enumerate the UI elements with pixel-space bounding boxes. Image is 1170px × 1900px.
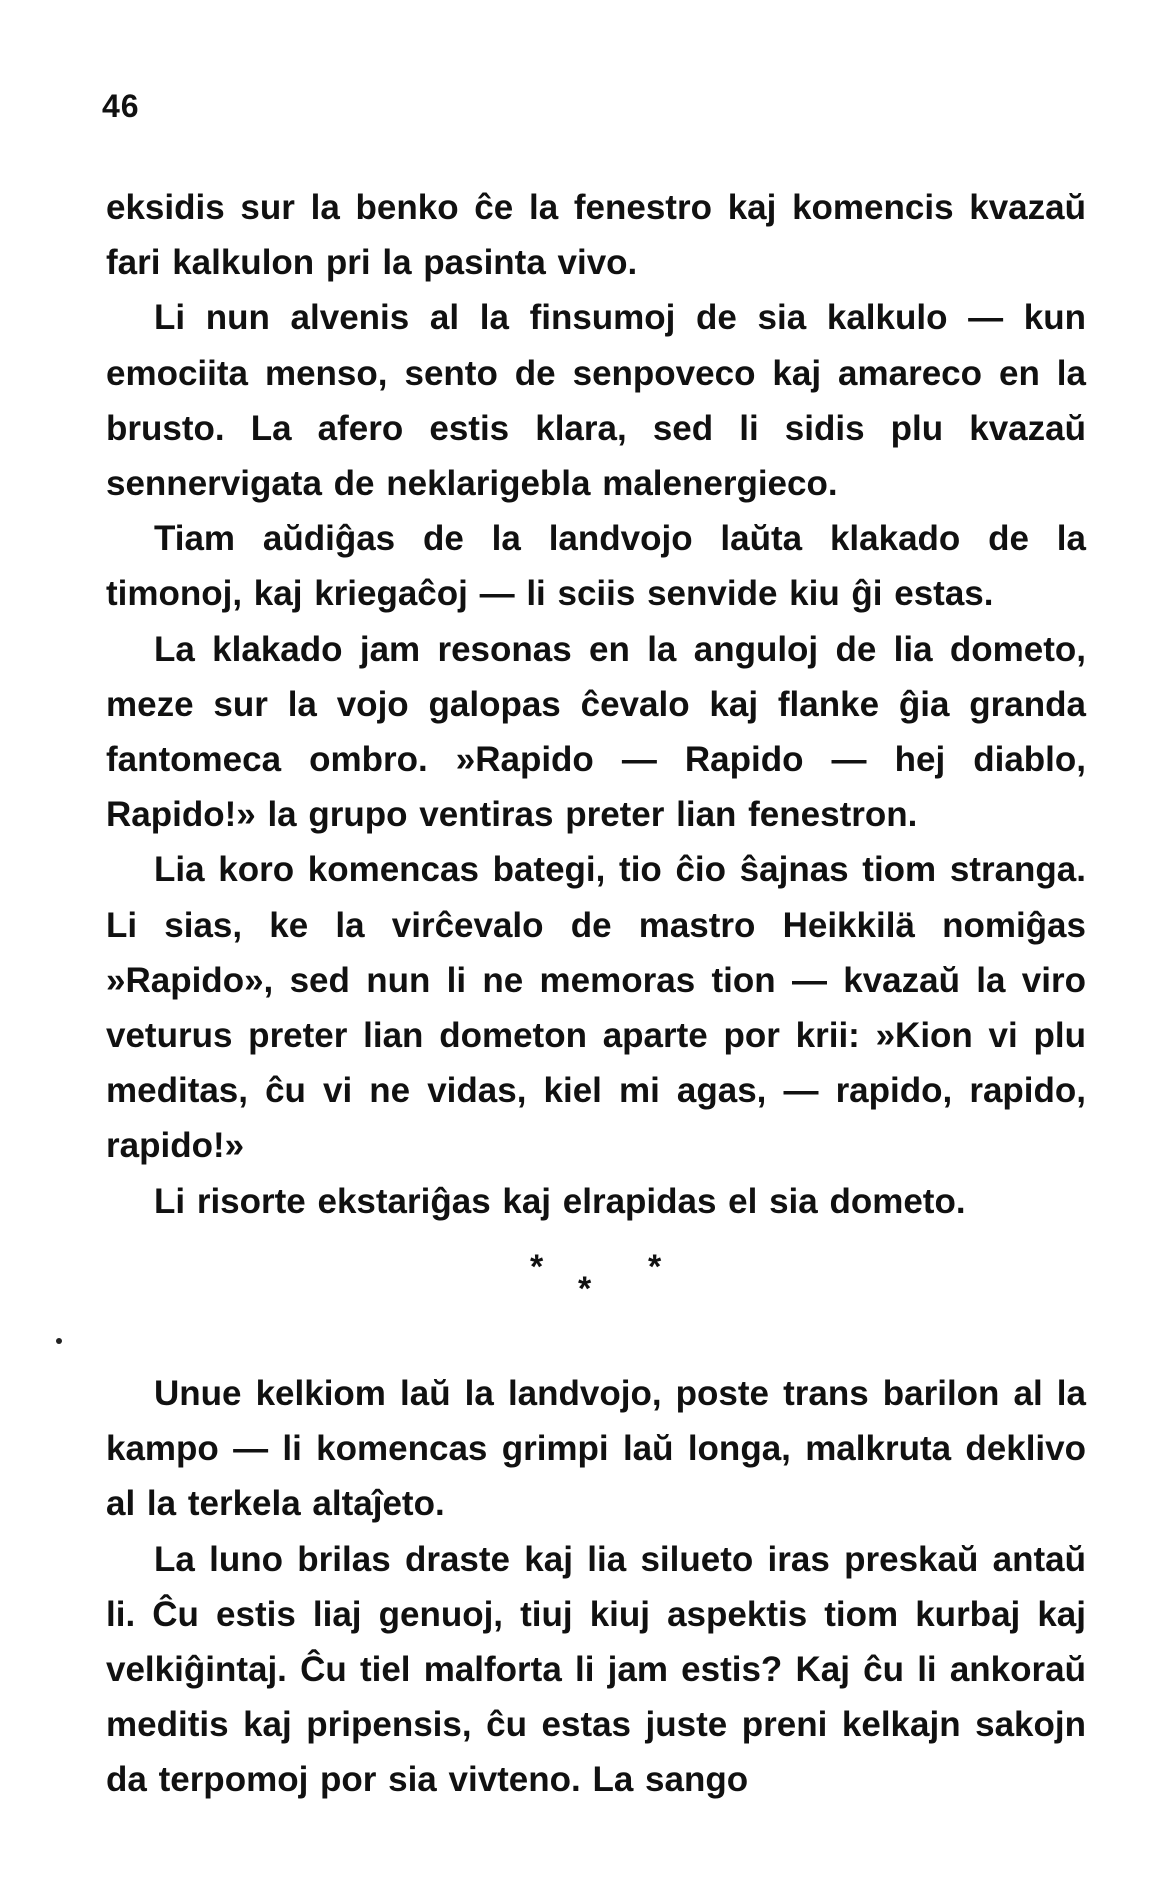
asterisk: * <box>530 1248 544 1286</box>
paragraph: Li risorte ekstariĝas kaj elrapidas el sia dometo. <box>154 1181 966 1221</box>
paragraph: Tiam aŭdiĝas de la landvojo laŭta klakado de la timonoj, kaj kriegaĉoj — li sciis senvide kiu ĝi estas. <box>106 519 1086 614</box>
asterisk: * <box>578 1270 592 1308</box>
text-section-2 <box>106 1366 1086 1808</box>
paragraph: La luno brilas draste kaj lia silueto iras preskaŭ antaŭ li. Ĉu estis liaj genuoj, tiuj kiuj aspektis tiom kurbaj kaj velkiĝintaj. Ĉu tiel malforta li jam estis? Kaj ĉu li ankoraŭ meditis kaj pripensis, ĉu estas juste preni kelkajn sakojn da terpomoj por sia vivteno. La sango <box>106 1539 1086 1800</box>
paragraph: Li nun alvenis al la finsumoj de sia kalkulo — kun emociita menso, sento de senpoveco kaj amareco en la brusto. La afero estis klara, sed li sidis plu kvazaŭ sennervigata de neklarigebla malenergieco. <box>106 298 1086 504</box>
section-separator <box>0 1248 1170 1308</box>
text-section-1 <box>106 180 1086 1229</box>
print-speck <box>56 1338 62 1344</box>
paragraph: eksidis sur la benko ĉe la fenestro kaj komencis kvazaŭ fari kalkulon pri la pasinta vivo. <box>106 188 1086 283</box>
paragraph: Unue kelkiom laŭ la landvojo, poste trans barilon al la kampo — li komencas grimpi laŭ longa, malkruta deklivo al la terkela altaĵeto. <box>106 1374 1086 1524</box>
paragraph: La klakado jam resonas en la anguloj de lia dometo, meze sur la vojo galopas ĉevalo kaj flanke ĝia granda fantomeca ombro. »Rapido — Rapido — hej diablo, Rapido!» la grupo ventiras preter lian fenestron. <box>106 629 1086 835</box>
asterisk: * <box>648 1248 662 1286</box>
page-number: 46 <box>102 88 140 124</box>
paragraph: Lia koro komencas bategi, tio ĉio ŝajnas tiom stranga. Li sias, ke la virĉevalo de mastro Heikkilä nomiĝas »Rapido», sed nun li ne memoras tion — kvazaŭ la viro veturus preter lian dometon aparte por krii: »Kion vi plu meditas, ĉu vi ne vidas, kiel mi agas, — rapido, rapido, rapido!» <box>106 850 1086 1166</box>
